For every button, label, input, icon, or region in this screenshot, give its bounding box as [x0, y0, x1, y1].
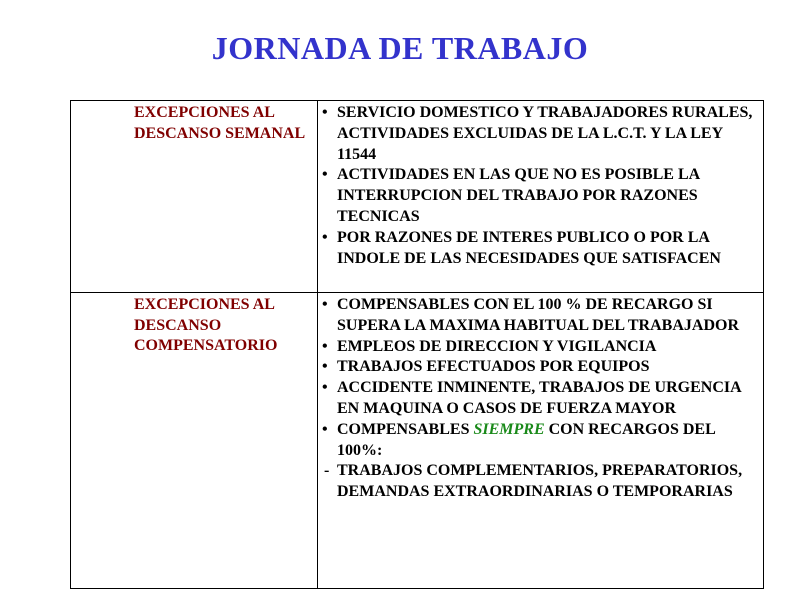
bullet-icon: •	[322, 420, 328, 438]
bullet-icon: •	[322, 337, 328, 355]
list-item	[321, 357, 761, 378]
list-item-text: SERVICIO DOMESTICO Y TRABAJADORES RURALES, ACTIVIDADES EXCLUIDAS DE LA L.C.T. Y LA LEY 11544	[337, 104, 753, 163]
list-item-text: EMPLEOS DE DIRECCION Y VIGILANCIA	[337, 337, 657, 355]
bullet-icon: •	[322, 296, 328, 313]
bullet-icon: •	[322, 228, 328, 246]
row-items	[321, 103, 761, 269]
list-item	[321, 228, 761, 270]
list-item-text: TRABAJOS EFECTUADOS POR EQUIPOS	[337, 358, 650, 376]
row-category-label: EXCEPCIONES AL DESCANSO COMPENSATORIO	[134, 296, 278, 354]
list-item-text: TRABAJOS COMPLEMENTARIOS, PREPARATORIOS, DEMANDAS EXTRAORDINARIAS O TEMPORARIAS	[337, 462, 743, 501]
page-title: JORNADA DE TRABAJO	[211, 30, 589, 66]
row-category-label: EXCEPCIONES AL DESCANSO SEMANAL	[134, 104, 306, 142]
emphasis-text: SIEMPRE	[473, 420, 545, 438]
column-divider	[317, 101, 318, 292]
exceptions-table	[70, 100, 764, 589]
row-items	[321, 295, 761, 503]
list-item	[321, 378, 761, 420]
list-item-text: ACCIDENTE INMINENTE, TRABAJOS DE URGENCIA EN MAQUINA O CASOS DE FUERZA MAYOR	[337, 379, 741, 417]
list-item	[321, 295, 761, 337]
list-item	[321, 165, 761, 227]
list-item	[321, 103, 761, 165]
bullet-icon: •	[322, 104, 328, 121]
list-item	[321, 420, 761, 462]
list-item-text: POR RAZONES DE INTERES PUBLICO O POR LA INDOLE DE LAS NECESIDADES QUE SATISFACEN	[337, 228, 721, 267]
bullet-icon: •	[322, 358, 328, 376]
list-item-text: ACTIVIDADES EN LAS QUE NO ES POSIBLE LA INTERRUPCION DEL TRABAJO POR RAZONES TECNICAS	[337, 166, 700, 225]
dash-icon: -	[324, 462, 330, 480]
list-item-text-after: CON RECARGOS DEL 100%:	[337, 420, 715, 459]
table-row-compensatory-rest	[71, 293, 763, 588]
list-item	[321, 337, 761, 358]
column-divider	[317, 293, 318, 588]
table-row-weekly-rest	[71, 101, 763, 293]
list-item-text-before: COMPENSABLES	[337, 420, 474, 438]
bullet-icon: •	[322, 379, 328, 397]
list-item-text: COMPENSABLES CON EL 100 % DE RECARGO SI SUPERA LA MAXIMA HABITUAL DEL TRABAJADOR	[337, 296, 739, 334]
bullet-icon: •	[322, 166, 328, 184]
list-item	[321, 461, 761, 503]
